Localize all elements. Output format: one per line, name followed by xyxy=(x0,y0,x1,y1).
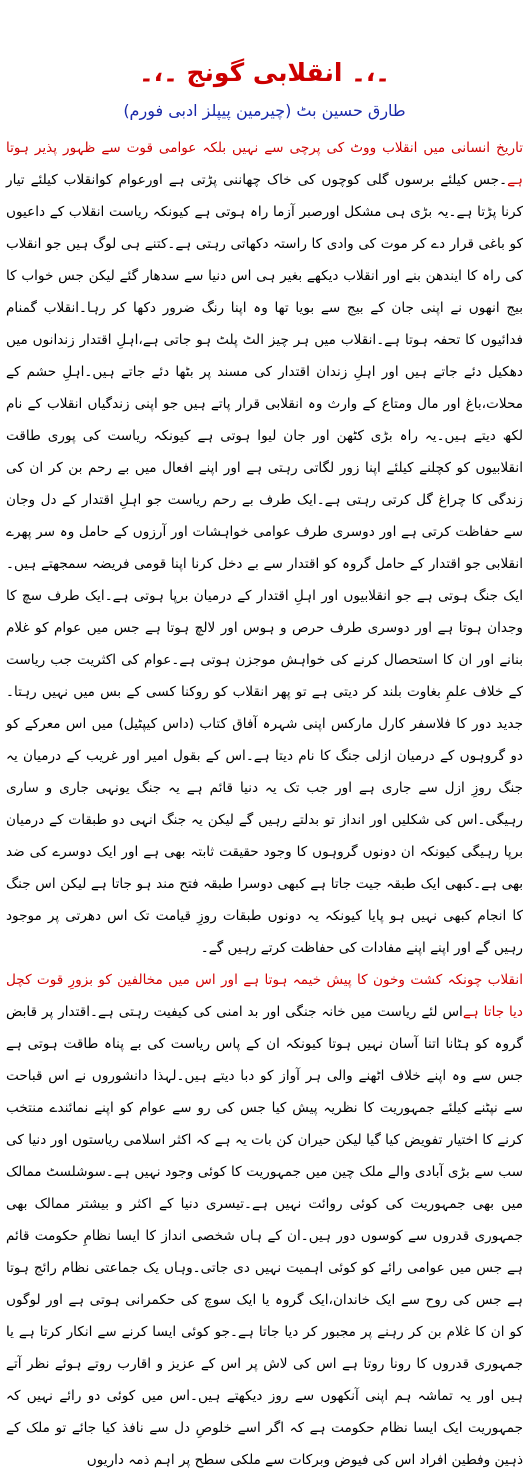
paragraph-lead-highlight: تاریخ انسانی میں انقلاب ووٹ کی پرچی سے نہیں بلکہ عوامی قوت سے ظہور پذیر ہوتا ہے xyxy=(6,140,523,188)
article-body xyxy=(6,132,523,1476)
paragraph xyxy=(6,132,523,964)
paragraph-text: اس لئے ریاست میں خانہ جنگی اور بد امنی کی کیفیت رہتی ہے۔اقتدار پر قابض گروہ کو ہٹانا اتنا آسان نہیں ہوتا کیونکہ ان کے پاس ریاست کی بے پناہ طاقت ہوتی ہے جس سے وہ اپنے خلاف اٹھنے والی ہر آواز کو دبا دیتے ہیں۔لہذا دانشوروں نے اس قباحت سے نپٹنے کیلئے جمہوریت کا نظریہ پیش کیا جس کی رو سے عوام کو اپنے نمائندے منتخب کرنے کا اختیار تفویض کیا گیا لیکن حیران کن بات یہ ہے کہ اکثر اسلامی ریاستوں اور دنیا کی سب سے بڑی آبادی والے ملک چین میں جمہوریت کا کوئی وجود نہیں ہے۔سوشلسٹ ممالک میں بھی جمہوریت کی کوئی روائت نہیں ہے۔تیسری دنیا کے اکثر و بیشتر ممالک بھی جمہوری قدروں سے کوسوں دور ہیں۔ان کے ہاں شخصی انداز کا ایسا نظامِ حکومت قائم ہے جس میں عوامی رائے کو کوئی اہمیت نہیں دی جاتی۔وہاں یک جماعتی نظام رائج ہوتا ہے جس کی روح سے ایک خاندان،ایک گروہ یا ایک سوچ کی حکمرانی ہوتی ہے اور لوگوں کو ان کا غلام بن کر رہنے پر مجبور کر دیا جاتا ہے۔جو کوئی ایسا کرنے سے انکار کرتا ہے یا جمہوری قدروں کا رونا روتا ہے اس کی لاش پر اس کے عزیز و اقارب روتے ہوئے نظر آتے ہیں اور یہ تماشہ ہم اپنی آنکھوں سے روز دیکھتے ہیں۔اس میں کوئی دو رائے نہیں کہ جمہوریت ایک ایسا نظام حکومت ہے کہ اگر اسے خلوصِ دل سے نافذ کیا جائے تو ملک کے ذہین وفطین افراد اس کی فیوض وبرکات سے ملکی سطح پر اہم ذمہ داریوں xyxy=(6,1004,523,1468)
article-title: ۔،۔ انقلابی گونج ۔،۔ xyxy=(139,58,390,87)
paragraph-text: ۔جس کیلئے برسوں گلی کوچوں کی خاک چھاننی پڑتی ہے اورعوام کوانقلاب کیلئے تیار کرنا پڑتا ہے۔یہ بڑی ہی مشکل اورصبر آزما راہ ہوتی ہے کیونکہ ریاست انقلاب کے داعیوں کو باغی قرار دے کر موت کی وادی کا راستہ دکھاتی رہتی ہے۔کتنے ہی لوگ ہیں جو انقلاب کی راہ کا ایندھن بنے اور انقلاب دیکھے بغیر ہی اس دنیا سے سدھار گئے لیکن جس خواب کا بیج انھوں نے اپنی جان کے بیج سے بویا تھا وہ اپنا رنگ ضرور دکھا کر رہا۔انقلاب گمنام فدائیوں کا تحفہ ہوتا ہے۔انقلاب میں ہر چیز الٹ پلٹ ہو جاتی ہے،اہلِ اقتدار زندانوں میں دھکیل دئے جاتے ہیں اور اہلِ زندان اقتدار کی مسند پر بٹھا دئے جاتے ہیں۔اہلِ حشم کے محلات،باغ اور مال ومتاع کے وارث وہ انقلابی قرار پاتے ہیں جو اپنی زندگیاں انقلاب کے نام لکھ دیتے ہیں۔یہ راہ بڑی کٹھن اور جان لیوا ہوتی ہے کیونکہ ریاست کی پوری طاقت انقلابیوں کو کچلنے کیلئے اپنا زور لگاتی رہتی ہے اور اپنے افعال میں بے رحم بن کر ان کی زندگی کا چراغ گل کرتی رہتی ہے۔ایک طرف بے رحم ریاست جو اہلِ اقتدار کے دل وجان سے حفاظت کرتی ہے اور دوسری طرف عوامی خواہشات اور آرزوں کے حامل وہ سر پھرے انقلابی جو اقتدار کے حامل گروہ کو اقتدار سے بے دخل کرنا اپنا قومی فریضہ سمجھتے ہیں۔ایک جنگ ہوتی ہے جو انقلابیوں اور اہلِ اقتدار کے درمیان برپا ہوتی ہے۔ایک طرف سچ کا وجدان ہوتا ہے اور دوسری طرف حرص و ہوس اور لالچ ہوتا ہے جس میں عوام کو غلام بنانے اور ان کا استحصال کرنے کی خواہش موجزن ہوتی ہے۔عوام کی اکثریت جب ریاست کے خلاف علمِ بغاوت بلند کر دیتی ہے تو پھر انقلاب کو روکنا کسی کے بس میں نہیں رہتا۔جدید دور کا فلاسفر کارل مارکس اپنی شہرہ آفاق کتاب (داس کیپٹیل) میں اس معرکے کو دو گروہوں کے درمیان ازلی جنگ کا نام دیتا ہے۔اس کے بقول امیر اور غریب کے درمیان یہ جنگ روزِ ازل سے جاری ہے اور جب تک یہ دنیا قائم ہے یہ جنگ یونہی جاری و ساری رہیگی۔اس کی شکلیں اور انداز تو بدلتے رہیں گے لیکن یہ جنگ انہی دو طبقات کے درمیان برپا رہیگی کیونکہ ان دونوں گروہوں کا وجود حقیقت ثابتہ بھی ہے اور ایک دوسرے کی ضد بھی ہے۔کبھی ایک طبقہ جیت جاتا ہے کبھی دوسرا طبقہ فتح مند ہو جاتا ہے لیکن اس جنگ کا انجام کبھی نہیں ہو پایا کیونکہ یہ دونوں طبقات روزِ قیامت تک اس دھرتی پر موجود رہیں گے اور اپنے اپنے مفادات کی حفاظت کرتے رہیں گے۔ xyxy=(6,172,523,956)
paragraph xyxy=(6,964,523,1476)
paragraph-lead-highlight: انقلاب چونکہ کشت وخون کا پیش خیمہ ہوتا ہے اور اس میں مخالفین کو بزورِ قوت کچل دیا جاتا ہے xyxy=(6,972,523,1020)
article-byline: طارق حسین بٹ (چیرمین پیپلز ادبی فورم) xyxy=(123,101,406,120)
